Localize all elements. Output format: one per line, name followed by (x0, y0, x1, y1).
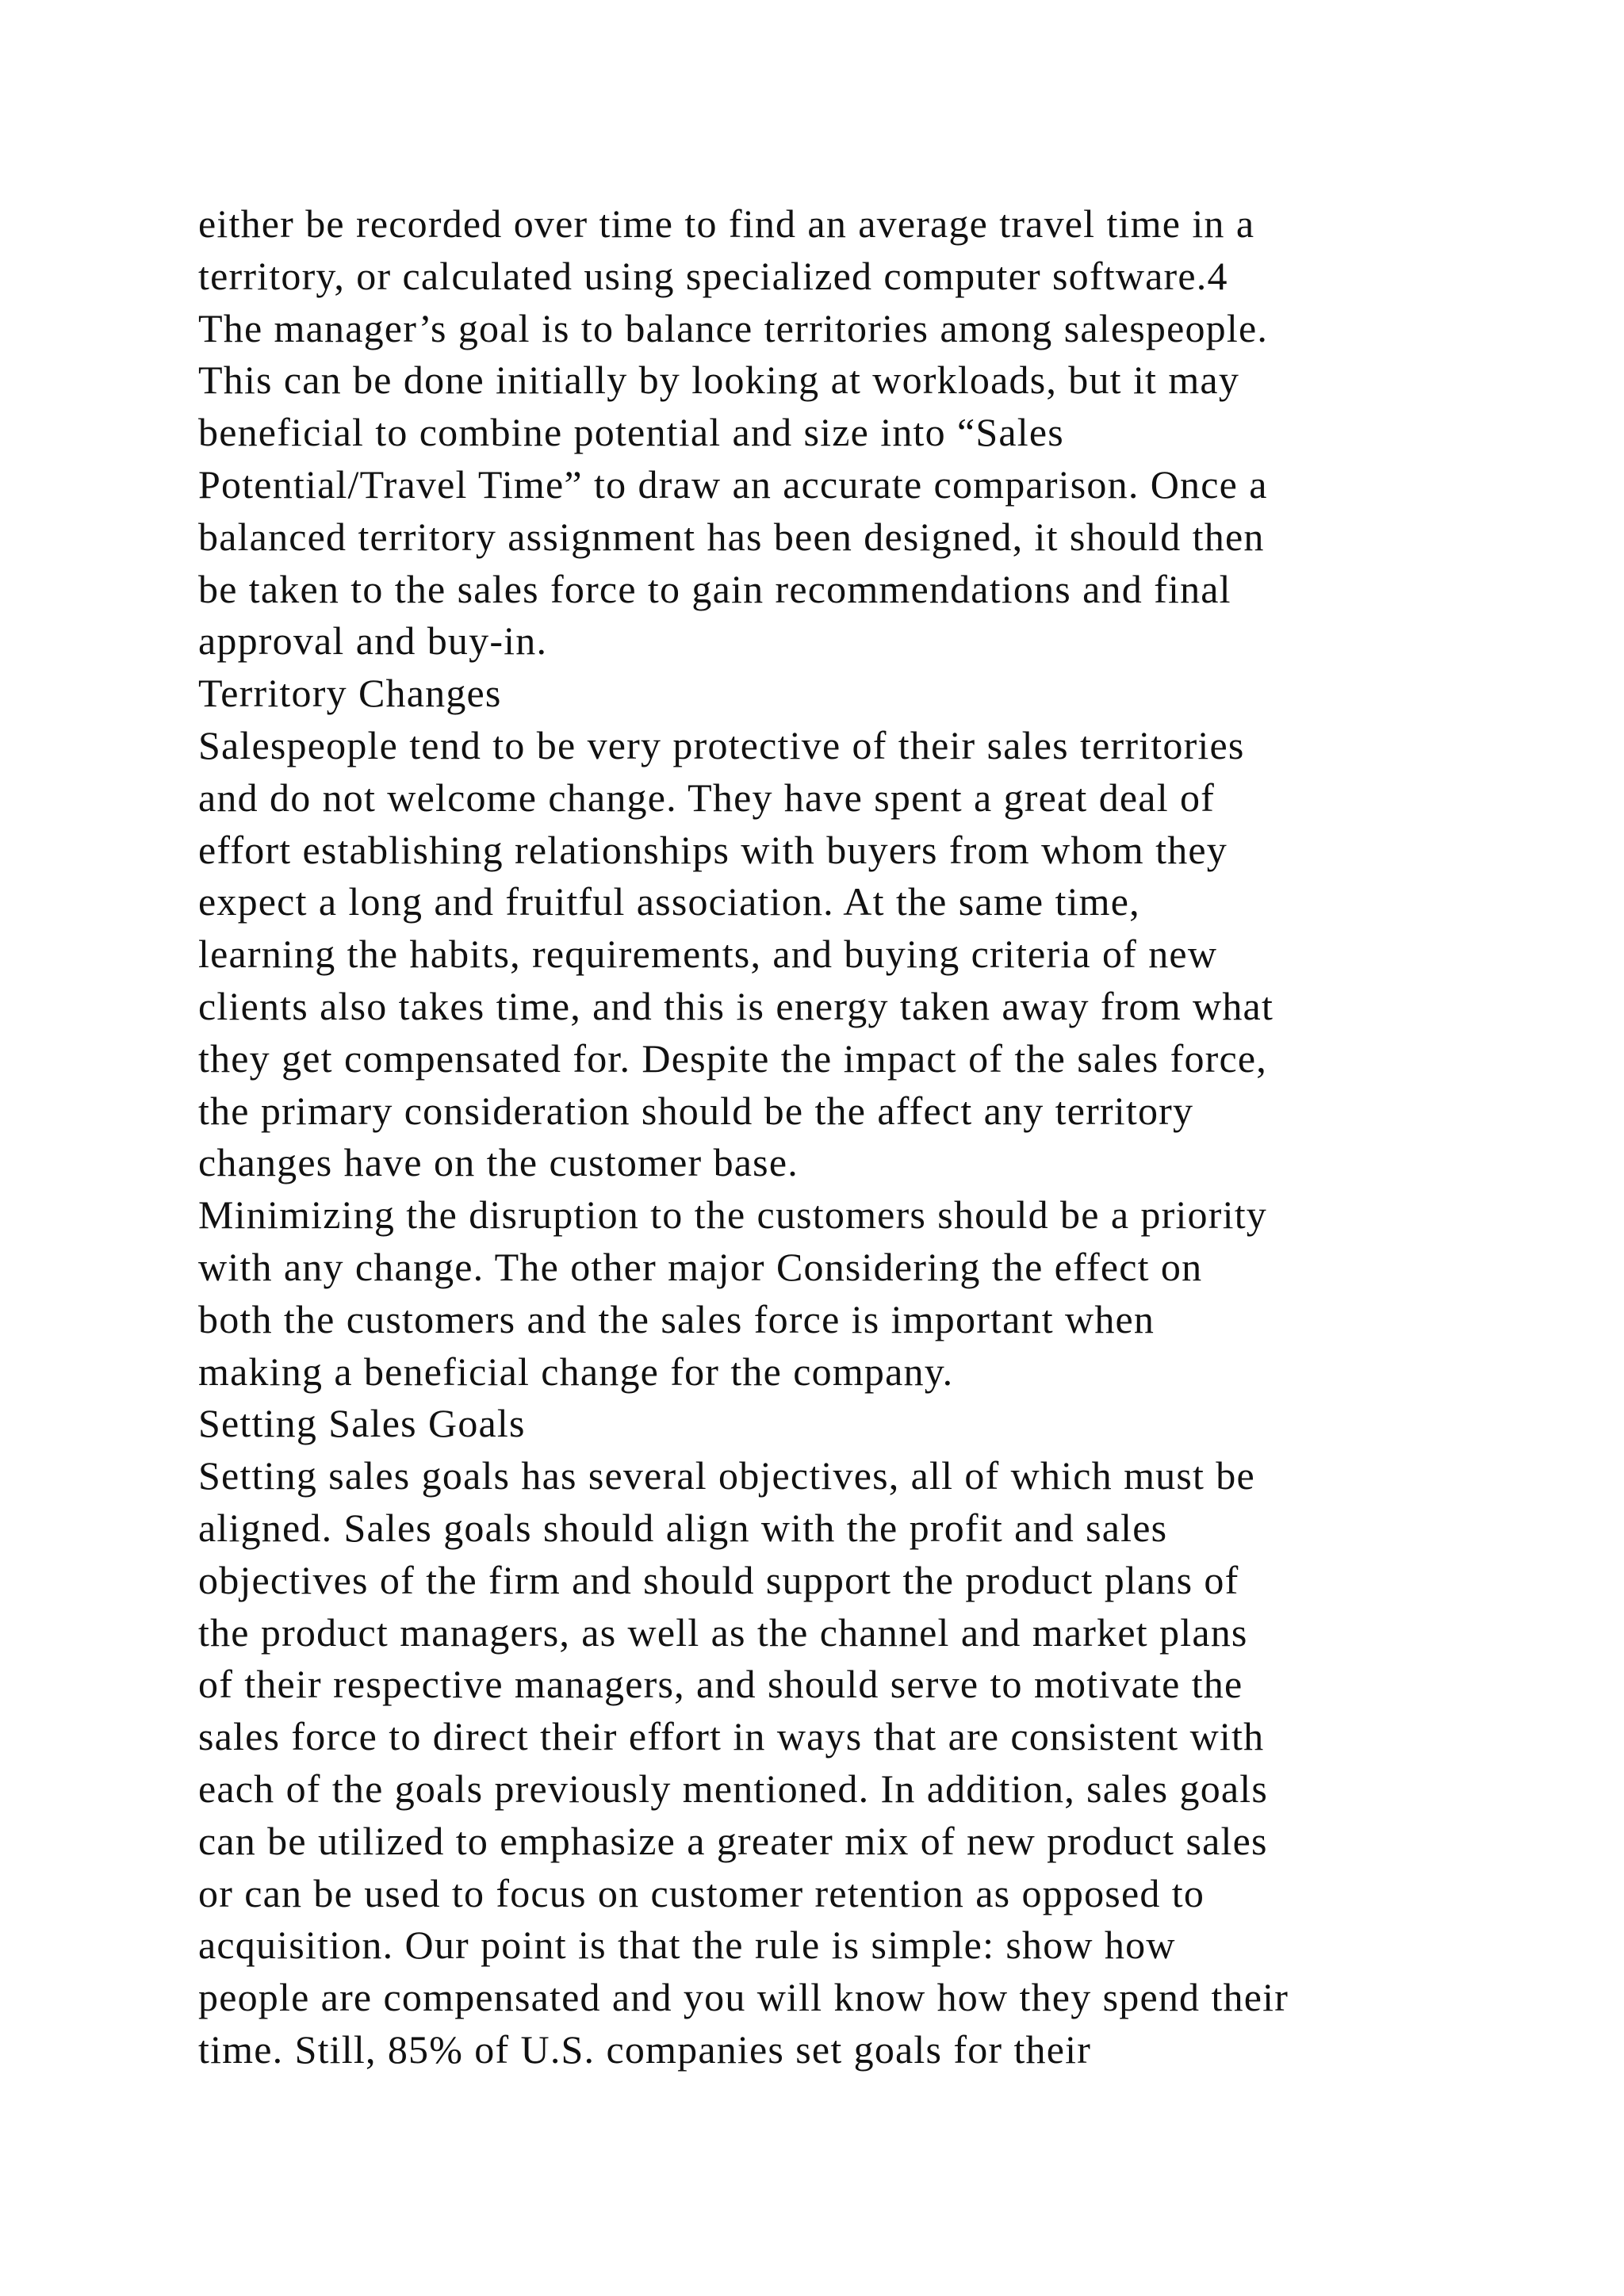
text-line: time. Still, 85% of U.S. companies set goals for their (198, 2026, 1092, 2072)
text-line: they get compensated for. Despite the impact of the sales force, (198, 1035, 1268, 1081)
text-line: people are compensated and you will know how they spend their (198, 1975, 1289, 2020)
text-line: This can be done initially by looking at workloads, but it may (198, 358, 1240, 403)
document-body (198, 198, 1515, 2076)
text-line: the product managers, as well as the channel and market plans (198, 1609, 1248, 1655)
section-heading-territory-changes: Territory Changes (198, 671, 502, 716)
text-line: the primary consideration should be the affect any territory (198, 1088, 1194, 1133)
text-line: The manager’s goal is to balance territories among salespeople. (198, 305, 1269, 350)
text-line: objectives of the firm and should support the product plans of (198, 1557, 1239, 1602)
text-line: or can be used to focus on customer retention as opposed to (198, 1870, 1205, 1915)
text-line: both the customers and the sales force is important when (198, 1296, 1155, 1341)
text-line: and do not welcome change. They have spent a great deal of (198, 775, 1216, 820)
text-line: acquisition. Our point is that the rule is simple: show how (198, 1923, 1176, 1968)
text-line: with any change. The other major Considering the effect on (198, 1244, 1203, 1289)
text-line: effort establishing relationships with buyers from whom they (198, 827, 1228, 872)
text-line: territory, or calculated using specialized computer software.4 (198, 253, 1228, 298)
text-line: Salespeople tend to be very protective of their sales territories (198, 722, 1245, 767)
text-line: beneficial to combine potential and size into “Sales (198, 410, 1064, 455)
text-line: of their respective managers, and should serve to motivate the (198, 1662, 1243, 1707)
text-line: each of the goals previously mentioned. In addition, sales goals (198, 1766, 1269, 1811)
text-line: Minimizing the disruption to the customers should be a priority (198, 1192, 1267, 1238)
text-line: changes have on the customer base. (198, 1140, 799, 1185)
text-line: can be utilized to emphasize a greater mix of new product sales (198, 1818, 1268, 1863)
text-line: balanced territory assignment has been designed, it should then (198, 514, 1265, 559)
text-line: be taken to the sales force to gain recommendations and final (198, 566, 1231, 611)
text-line: either be recorded over time to find an average travel time in a (198, 201, 1255, 246)
text-line: Setting sales goals has several objectives, all of which must be (198, 1453, 1255, 1498)
text-line: learning the habits, requirements, and buying criteria of new (198, 932, 1218, 977)
text-line: expect a long and fruitful association. At the same time, (198, 879, 1140, 924)
text-line: sales force to direct their effort in ways that are consistent with (198, 1714, 1265, 1759)
text-line: making a beneficial change for the company. (198, 1349, 954, 1394)
text-line: aligned. Sales goals should align with the profit and sales (198, 1505, 1168, 1550)
text-line: clients also takes time, and this is energy taken away from what (198, 983, 1274, 1028)
text-line: approval and buy-in. (198, 618, 548, 664)
section-heading-setting-sales-goals: Setting Sales Goals (198, 1401, 526, 1446)
text-line: Potential/Travel Time” to draw an accurate comparison. Once a (198, 461, 1268, 507)
